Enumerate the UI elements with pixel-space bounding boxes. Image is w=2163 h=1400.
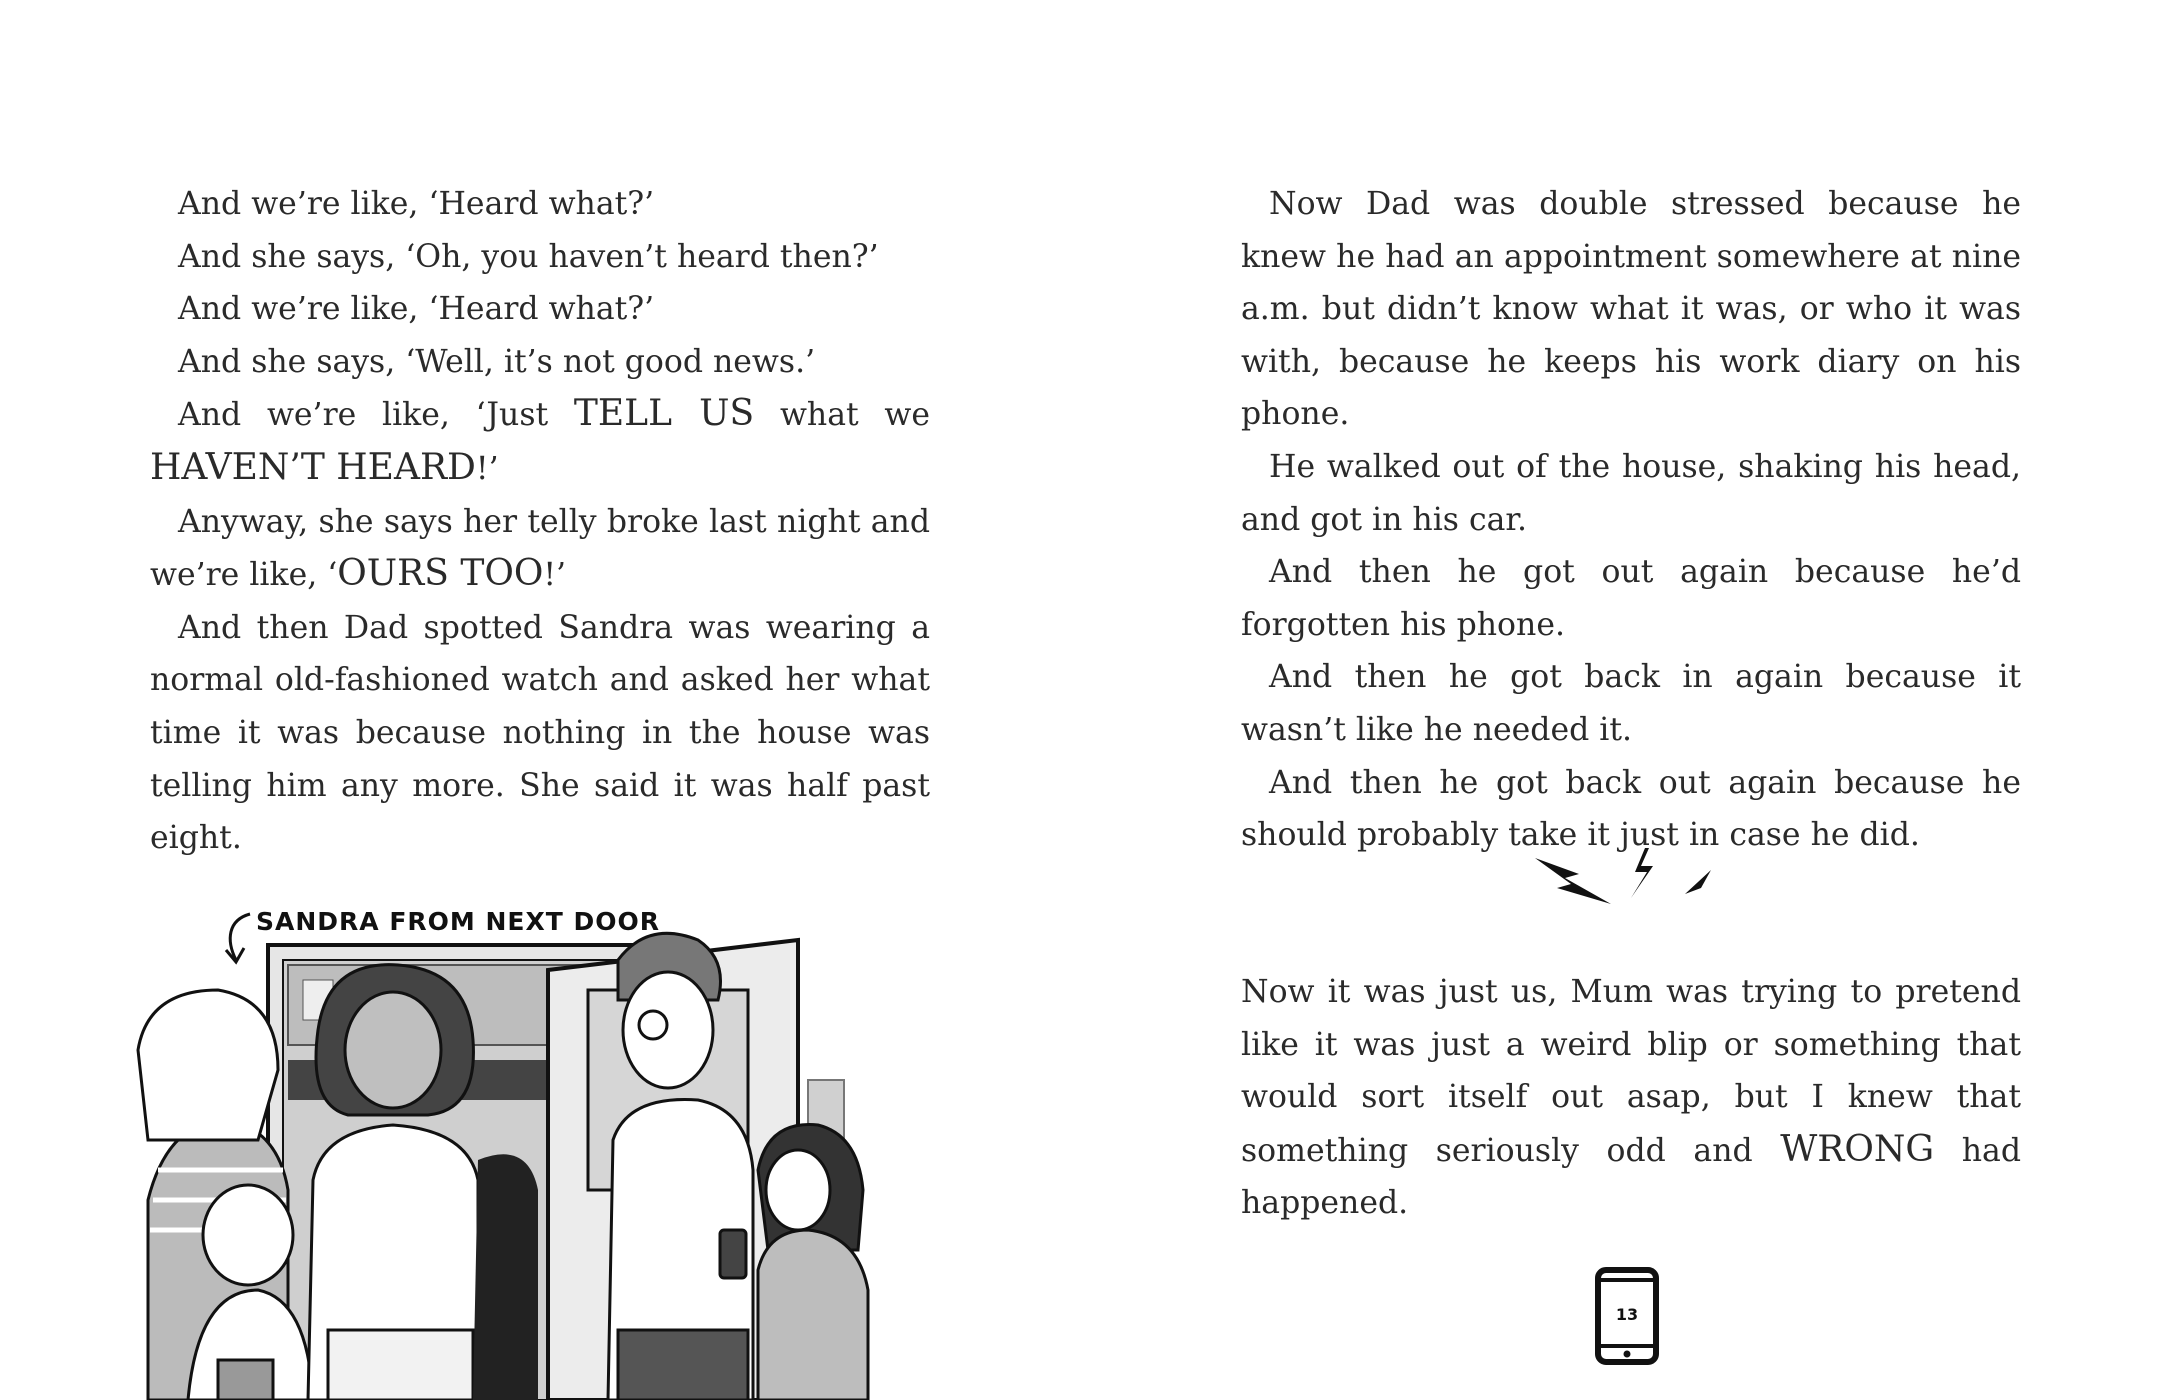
paragraph: And she says, ‘Well, it’s not good news.’ [178, 343, 816, 380]
left-page-text [150, 178, 930, 865]
paragraph: Now Dad was double stressed because he knew he had an appointment somewhere at nine a.m. but didn’t know what it was, or who it was with, because he keeps his work diary on his phone. [1241, 186, 2021, 433]
phone-page-number-icon [1594, 1266, 1660, 1366]
paragraph: And we’re like, ‘Heard what?’ [178, 291, 655, 328]
paragraph: Anyway, she says her telly broke last night and we’re like, ‘OURS TOO!’ [150, 503, 930, 595]
paragraph: He walked out of the house, shaking his head, and got in his car. [1241, 448, 2021, 538]
illustration-caption: SANDRA FROM NEXT DOOR [256, 907, 661, 936]
paragraph: And then he got back out again because he should probably take it just in case he did. [1241, 764, 2021, 854]
page-number: 13 [1615, 1305, 1639, 1324]
right-page-text [1241, 178, 2021, 862]
doorway-illustration [108, 890, 908, 1400]
lightning-bolt-divider-icon [1535, 848, 1725, 914]
paragraph: And we’re like, ‘Just TELL US what we HAVEN’T HEARD!’ [150, 393, 930, 488]
paragraph: Now it was just us, Mum was trying to pretend like it was just a weird blip or something that would sort itself out asap, but I knew that something seriously odd and WRONG had happened. [1241, 974, 2022, 1222]
paragraph: And then he got back in again because it wasn’t like he needed it. [1241, 659, 2021, 748]
paragraph: And then Dad spotted Sandra was wearing a normal old-fashioned watch and asked her what time it was because nothing in the house was telling him any more. She said it was half past eight. [150, 609, 930, 857]
paragraph: And we’re like, ‘Heard what?’ [178, 186, 655, 222]
paragraph: And she says, ‘Oh, you haven’t heard then?’ [178, 238, 879, 275]
paragraph: And then he got out again because he’d forgotten his phone. [1241, 554, 2021, 643]
